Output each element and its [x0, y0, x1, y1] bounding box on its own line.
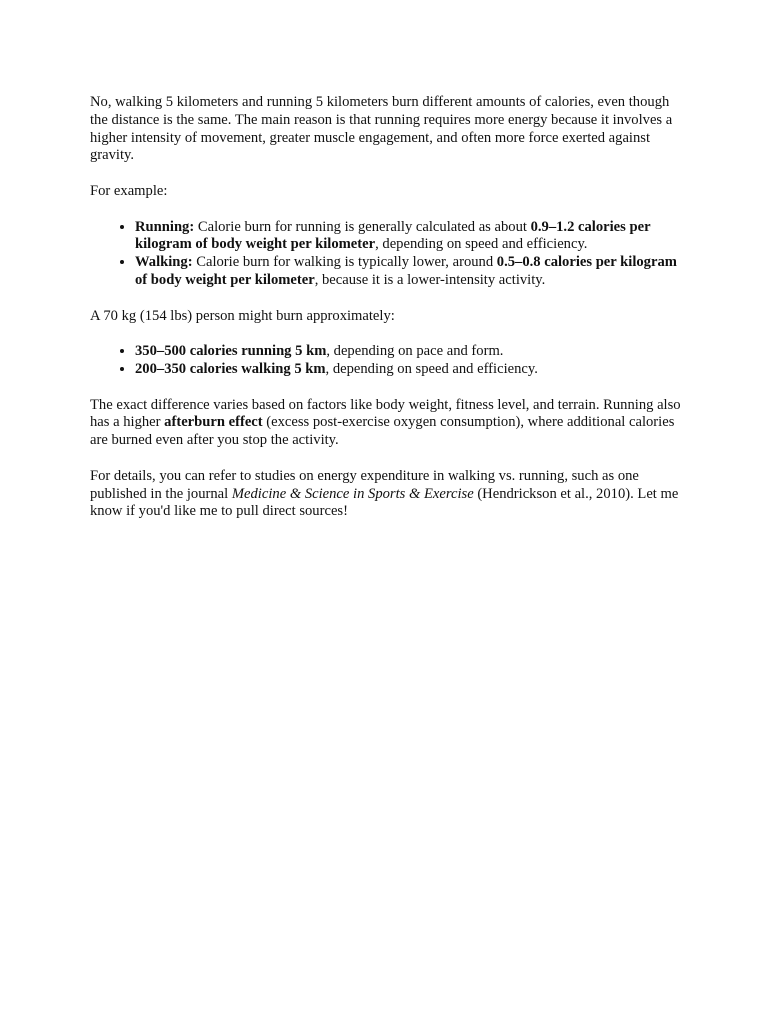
running-rate-text: Calorie burn for running is generally calculated as about [194, 218, 531, 235]
list-item-running-rate [135, 219, 682, 255]
running-estimate-text: , depending on pace and form. [326, 343, 504, 360]
running-label: Running: [135, 218, 195, 235]
person-intro: A 70 kg (154 lbs) person might burn approximately: [90, 307, 395, 324]
list-item-walking-estimate [135, 361, 682, 379]
document-body [90, 94, 682, 539]
running-rate-value: 0.9–1.2 calories per kilogram of body weight per kilometer [135, 218, 651, 253]
journal-title: Medicine & Science in Sports & Exercise [231, 485, 474, 502]
running-rate-suffix: , depending on speed and efficiency. [375, 236, 588, 253]
walking-rate-value: 0.5–0.8 calories per kilogram of body weight per kilometer [135, 254, 677, 288]
running-estimate-value: 350–500 calories running 5 km [135, 343, 327, 360]
walking-estimate-text: , depending on speed and efficiency. [325, 360, 538, 377]
intro-paragraph: No, walking 5 kilometers and running 5 kilometers burn different amounts of calories, even though the distance is the same. The main reason is that running requires more energy because it involves a higher intensity of movement, greater muscle engagement, and often more force exerted against gravity. [90, 94, 673, 164]
walking-rate-text: Calorie burn for walking is typically lower, around [192, 254, 497, 271]
details-paragraph [90, 468, 682, 521]
walking-estimate-value: 200–350 calories walking 5 km [135, 360, 326, 377]
details-text-end: (Hendrickson et al., 2010). Let me know if you'd like me to pull direct sources! [90, 485, 679, 520]
walking-rate-suffix: , because it is a lower-intensity activity. [314, 271, 546, 288]
calorie-estimate-list [90, 343, 682, 379]
walking-label: Walking: [135, 254, 193, 271]
difference-paragraph [90, 397, 682, 450]
afterburn-term: afterburn effect [164, 414, 263, 431]
calorie-rate-list [90, 219, 682, 290]
example-heading: For example: [90, 182, 168, 199]
list-item-walking-rate [135, 254, 682, 290]
list-item-running-estimate [135, 343, 682, 361]
difference-text-end: (excess post-exercise oxygen consumption), where additional calories are burned even after you stop the activity. [90, 414, 675, 449]
details-text: For details, you can refer to studies on energy expenditure in walking vs. running, such as one published in the journal [90, 467, 639, 502]
difference-text: The exact difference varies based on factors like body weight, fitness level, and terrain. Running also has a higher [90, 396, 681, 431]
